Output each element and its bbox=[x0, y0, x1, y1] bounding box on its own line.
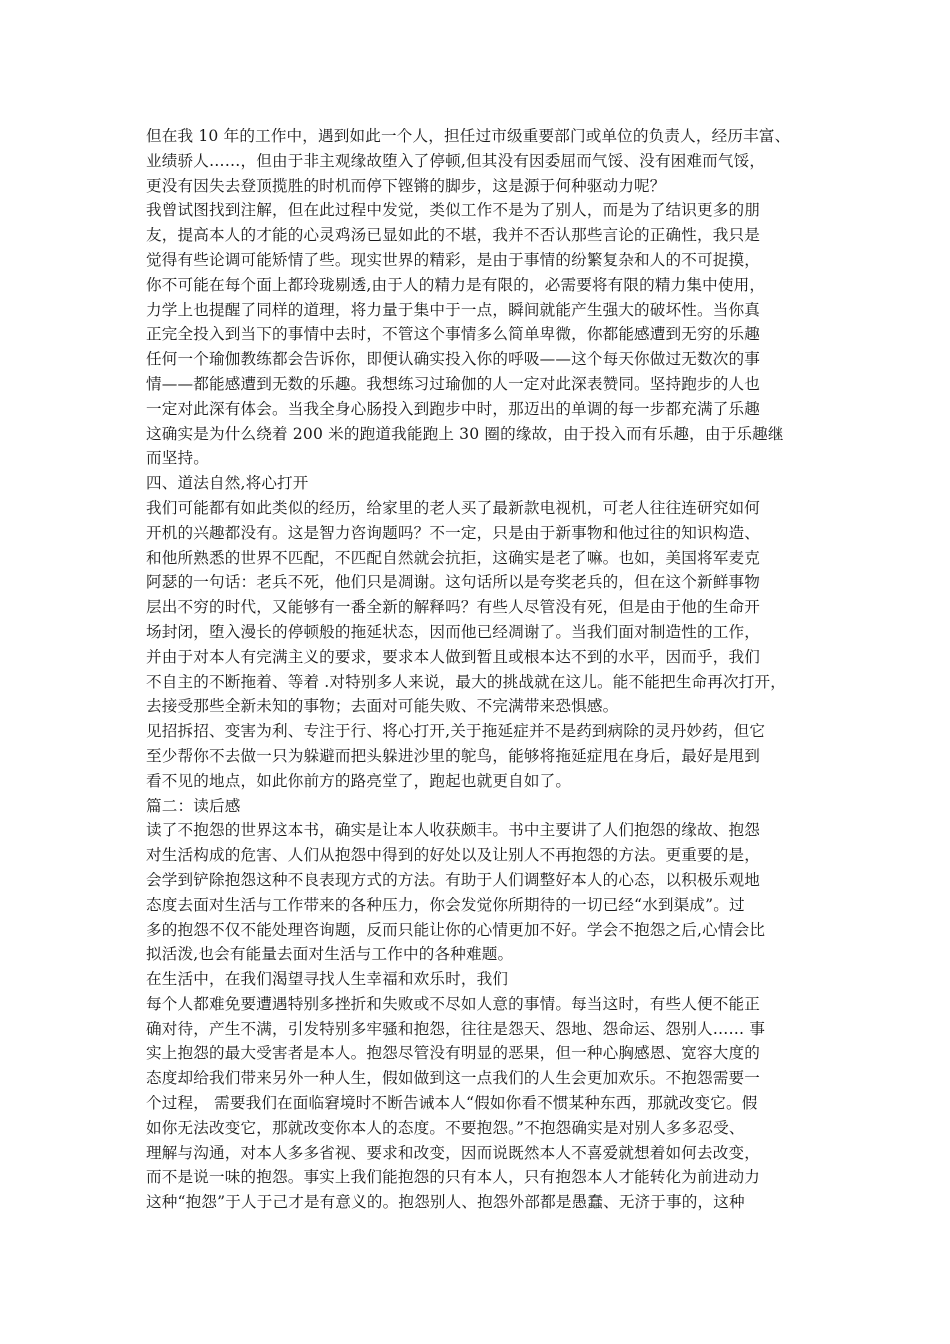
text-line: 多的抱怨不仅不能处理咨询题，反而只能让你的心情更加不好。学会不抱怨之后,心情会比 bbox=[146, 920, 766, 939]
text-line: 并由于对本人有完满主义的要求，要求本人做到暂且或根本达不到的水平，因而乎，我们 bbox=[146, 647, 761, 666]
text-line: 这种“抱怨”于人于己才是有意义的。抱怨别人、抱怨外部都是愚蠢、无济于事的，这种 bbox=[146, 1193, 745, 1212]
text-line: 你不可能在每个面上都玲珑剔透,由于人的精力是有限的，必需要将有限的精力集中使用， bbox=[146, 275, 766, 294]
text-line: 确对待，产生不满，引发特别多牢骚和抱怨，往往是怨天、怨地、怨命运、怨别人…… 事 bbox=[146, 1019, 766, 1038]
text-line: 情——都能感遭到无数的乐趣。我想练习过瑜伽的人一定对此深表赞同。坚持跑步的人也 bbox=[146, 374, 761, 393]
text-line: 会学到铲除抱怨这种不良表现方式的方法。有助于人们调整好本人的心态，以积极乐观地 bbox=[146, 870, 761, 889]
text-line: 力学上也提醒了同样的道理，将力量于集中于一点，瞬间就能产生强大的破坏性。当你真 bbox=[146, 300, 761, 319]
text-line: 每个人都难免要遭遇特别多挫折和失败或不尽如人意的事情。每当这时，有些人便不能正 bbox=[146, 994, 761, 1013]
text-line: 见招拆招、变害为利、专注于行、将心打开,关于拖延症并不是药到病除的灵丹妙药，但它 bbox=[146, 722, 766, 741]
text-line: 业绩骄人……，但由于非主观缘故堕入了停顿,但其没有因委屈而气馁、没有困难而气馁， bbox=[146, 151, 766, 170]
text-line: 态度却给我们带来另外一种人生，假如做到这一点我们的人生会更加欢乐。不抱怨需要一 bbox=[146, 1069, 761, 1088]
text-line: 不自主的不断拖着、等着 .对特别多人来说，最大的挑战就在这儿。能不能把生命再次打开， bbox=[146, 672, 786, 691]
text-line: 拟活泼,也会有能量去面对生活与工作中的各种难题。 bbox=[146, 945, 514, 964]
text-line: 我们可能都有如此类似的经历，给家里的老人买了最新款电视机，可老人往往连研究如何 bbox=[146, 498, 761, 517]
text-line: 觉得有些论调可能矫情了些。现实世界的精彩，是由于事情的纷繁复杂和人的不可捉摸， bbox=[146, 250, 761, 269]
text-line: 四、道法自然,将心打开 bbox=[146, 474, 309, 493]
text-line: 态度去面对生活与工作带来的各种压力，你会发觉你所期待的一切已经“水到渠成”。过 bbox=[146, 895, 745, 914]
text-line: 去接受那些全新未知的事物；去面对可能失败、不完满带来恐惧感。 bbox=[146, 697, 619, 716]
text-line: 开机的兴趣都没有。这是智力咨询题吗？不一定，只是由于新事物和他过往的知识构造、 bbox=[146, 523, 761, 542]
text-line: 而坚持。 bbox=[146, 449, 209, 468]
text-line: 理解与沟通，对本人多多省视、要求和改变，因而说既然本人不喜爱就想着如何去改变， bbox=[146, 1143, 761, 1162]
text-line: 和他所熟悉的世界不匹配，不匹配自然就会抗拒，这确实是老了嘛。也如，美国将军麦克 bbox=[146, 548, 761, 567]
text-line: 篇二：读后感 bbox=[146, 796, 241, 815]
text-line: 看不见的地点，如此你前方的路亮堂了，跑起也就更自如了。 bbox=[146, 771, 572, 790]
text-line: 层出不穷的时代，又能够有一番全新的解释吗？有些人尽管没有死，但是由于他的生命开 bbox=[146, 598, 761, 617]
text-line: 这确实是为什么绕着 200 米的跑道我能跑上 30 圈的缘故，由于投入而有乐趣，由于乐趣继 bbox=[146, 424, 784, 443]
text-line: 读了不抱怨的世界这本书，确实是让本人收获颇丰。书中主要讲了人们抱怨的缘故、抱怨 bbox=[146, 821, 761, 840]
text-line: 实上抱怨的最大受害者是本人。抱怨尽管没有明显的恶果，但一种心胸感恩、宽容大度的 bbox=[146, 1044, 761, 1063]
text-line: 如你无法改变它，那就改变你本人的态度。不要抱怨。”不抱怨确实是对别人多多忍受、 bbox=[146, 1118, 745, 1137]
document-body bbox=[146, 124, 816, 1215]
text-line: 场封闭，堕入漫长的停顿般的拖延状态，因而他已经凋谢了。当我们面对制造性的工作， bbox=[146, 622, 761, 641]
text-line: 友，提高本人的才能的心灵鸡汤已显如此的不堪，我并不否认那些言论的正确性，我只是 bbox=[146, 226, 761, 245]
text-line: 阿瑟的一句话：老兵不死，他们只是凋谢。这句话所以是夸奖老兵的，但在这个新鲜事物 bbox=[146, 573, 761, 592]
text-line: 我曾试图找到注解，但在此过程中发觉，类似工作不是为了别人，而是为了结识更多的朋 bbox=[146, 201, 761, 220]
text-line: 正完全投入到当下的事情中去时，不管这个事情多么简单卑微，你都能感遭到无穷的乐趣 bbox=[146, 325, 761, 344]
text-line: 更没有因失去登顶揽胜的时机而停下铿锵的脚步，这是源于何种驱动力呢？ bbox=[146, 176, 666, 195]
text-line: 而不是说一味的抱怨。事实上我们能抱怨的只有本人，只有抱怨本人才能转化为前进动力 bbox=[146, 1168, 761, 1187]
text-line: 至少帮你不去做一只为躲避而把头躲进沙里的鸵鸟，能够将拖延症甩在身后，最好是甩到 bbox=[146, 746, 761, 765]
text-line: 一定对此深有体会。当我全身心肠投入到跑步中时，那迈出的单调的每一步都充满了乐趣 bbox=[146, 399, 761, 418]
text-line: 任何一个瑜伽教练都会告诉你，即便认确实投入你的呼吸——这个每天你做过无数次的事 bbox=[146, 350, 761, 369]
text-line: 对生活构成的危害、人们从抱怨中得到的好处以及让别人不再抱怨的方法。更重要的是， bbox=[146, 846, 761, 865]
text-line: 个过程， 需要我们在面临窘境时不断告诫本人“假如你看不惯某种东西，那就改变它。假 bbox=[146, 1094, 758, 1113]
text-line: 但在我 10 年的工作中，遇到如此一个人，担任过市级重要部门或单位的负责人，经历丰富、 bbox=[146, 127, 791, 145]
text-line: 在生活中，在我们渴望寻找人生幸福和欢乐时，我们 bbox=[146, 970, 509, 989]
